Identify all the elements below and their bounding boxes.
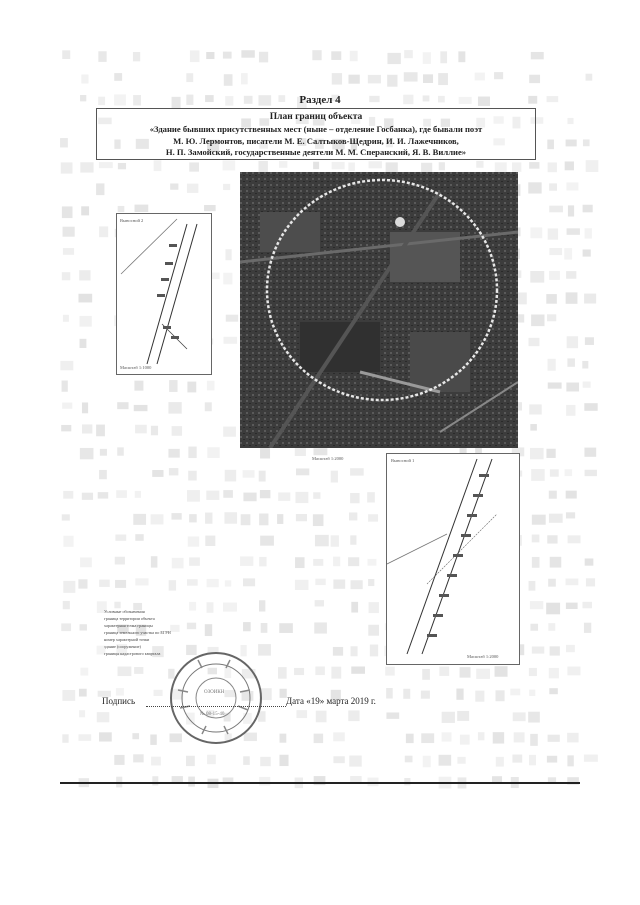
- plan-title: План границ объекта: [269, 112, 363, 122]
- inset-right: [386, 453, 520, 665]
- legend-item: граница территории объекта: [104, 616, 155, 621]
- legend-item: характерная точка границы: [104, 623, 153, 628]
- inset-left-scale: Масштаб 1:1000: [120, 365, 152, 370]
- inset-left-drawing: [117, 214, 211, 374]
- object-name-line-3: Н. П. Замойский, государственные деятели М. М. Сперанский, Я. В. Виллие»: [165, 147, 467, 157]
- legend-item: границы кадастрового квартала: [104, 651, 161, 656]
- stamp-number: № 08-15-40: [200, 712, 225, 717]
- photo-scale-label: Масштаб 1:2000: [312, 456, 344, 461]
- aerial-photo: [240, 172, 518, 448]
- inset-left: [116, 213, 212, 375]
- legend-title: Условные обозначения: [104, 609, 145, 614]
- inset-right-drawing: [387, 454, 519, 664]
- legend-item: граница земельного участка по ЕГРН: [104, 630, 171, 635]
- object-title-box: [96, 108, 536, 160]
- page-bottom-edge: [60, 782, 580, 784]
- section-title: Раздел 4: [299, 94, 341, 106]
- signature-label: Подпись: [102, 696, 136, 706]
- signature-line: [146, 706, 286, 707]
- legend-item: здание (сооружение): [104, 644, 141, 649]
- object-name-line-2: М. Ю. Лермонтов, писатели М. Е. Салтыков-Щедрин, И. И. Лажечников,: [173, 136, 459, 146]
- legend-item: номер характерной точки: [104, 637, 150, 642]
- object-name-line-1: «Здание бывших присутственных мест (ныне – отделение Госбанка), где бывали поэт: [149, 124, 483, 134]
- stamp-inner-text: ОЗОИКН: [204, 690, 225, 695]
- date-text: Дата «19» марта 2019 г.: [286, 696, 376, 706]
- inset-right-label: Выносной 1: [391, 458, 415, 463]
- inset-right-scale: Масштаб 1:2000: [467, 654, 499, 659]
- aerial-photo-image: [240, 172, 518, 448]
- inset-left-label: Выносной 2: [120, 218, 144, 223]
- official-stamp: [168, 650, 264, 746]
